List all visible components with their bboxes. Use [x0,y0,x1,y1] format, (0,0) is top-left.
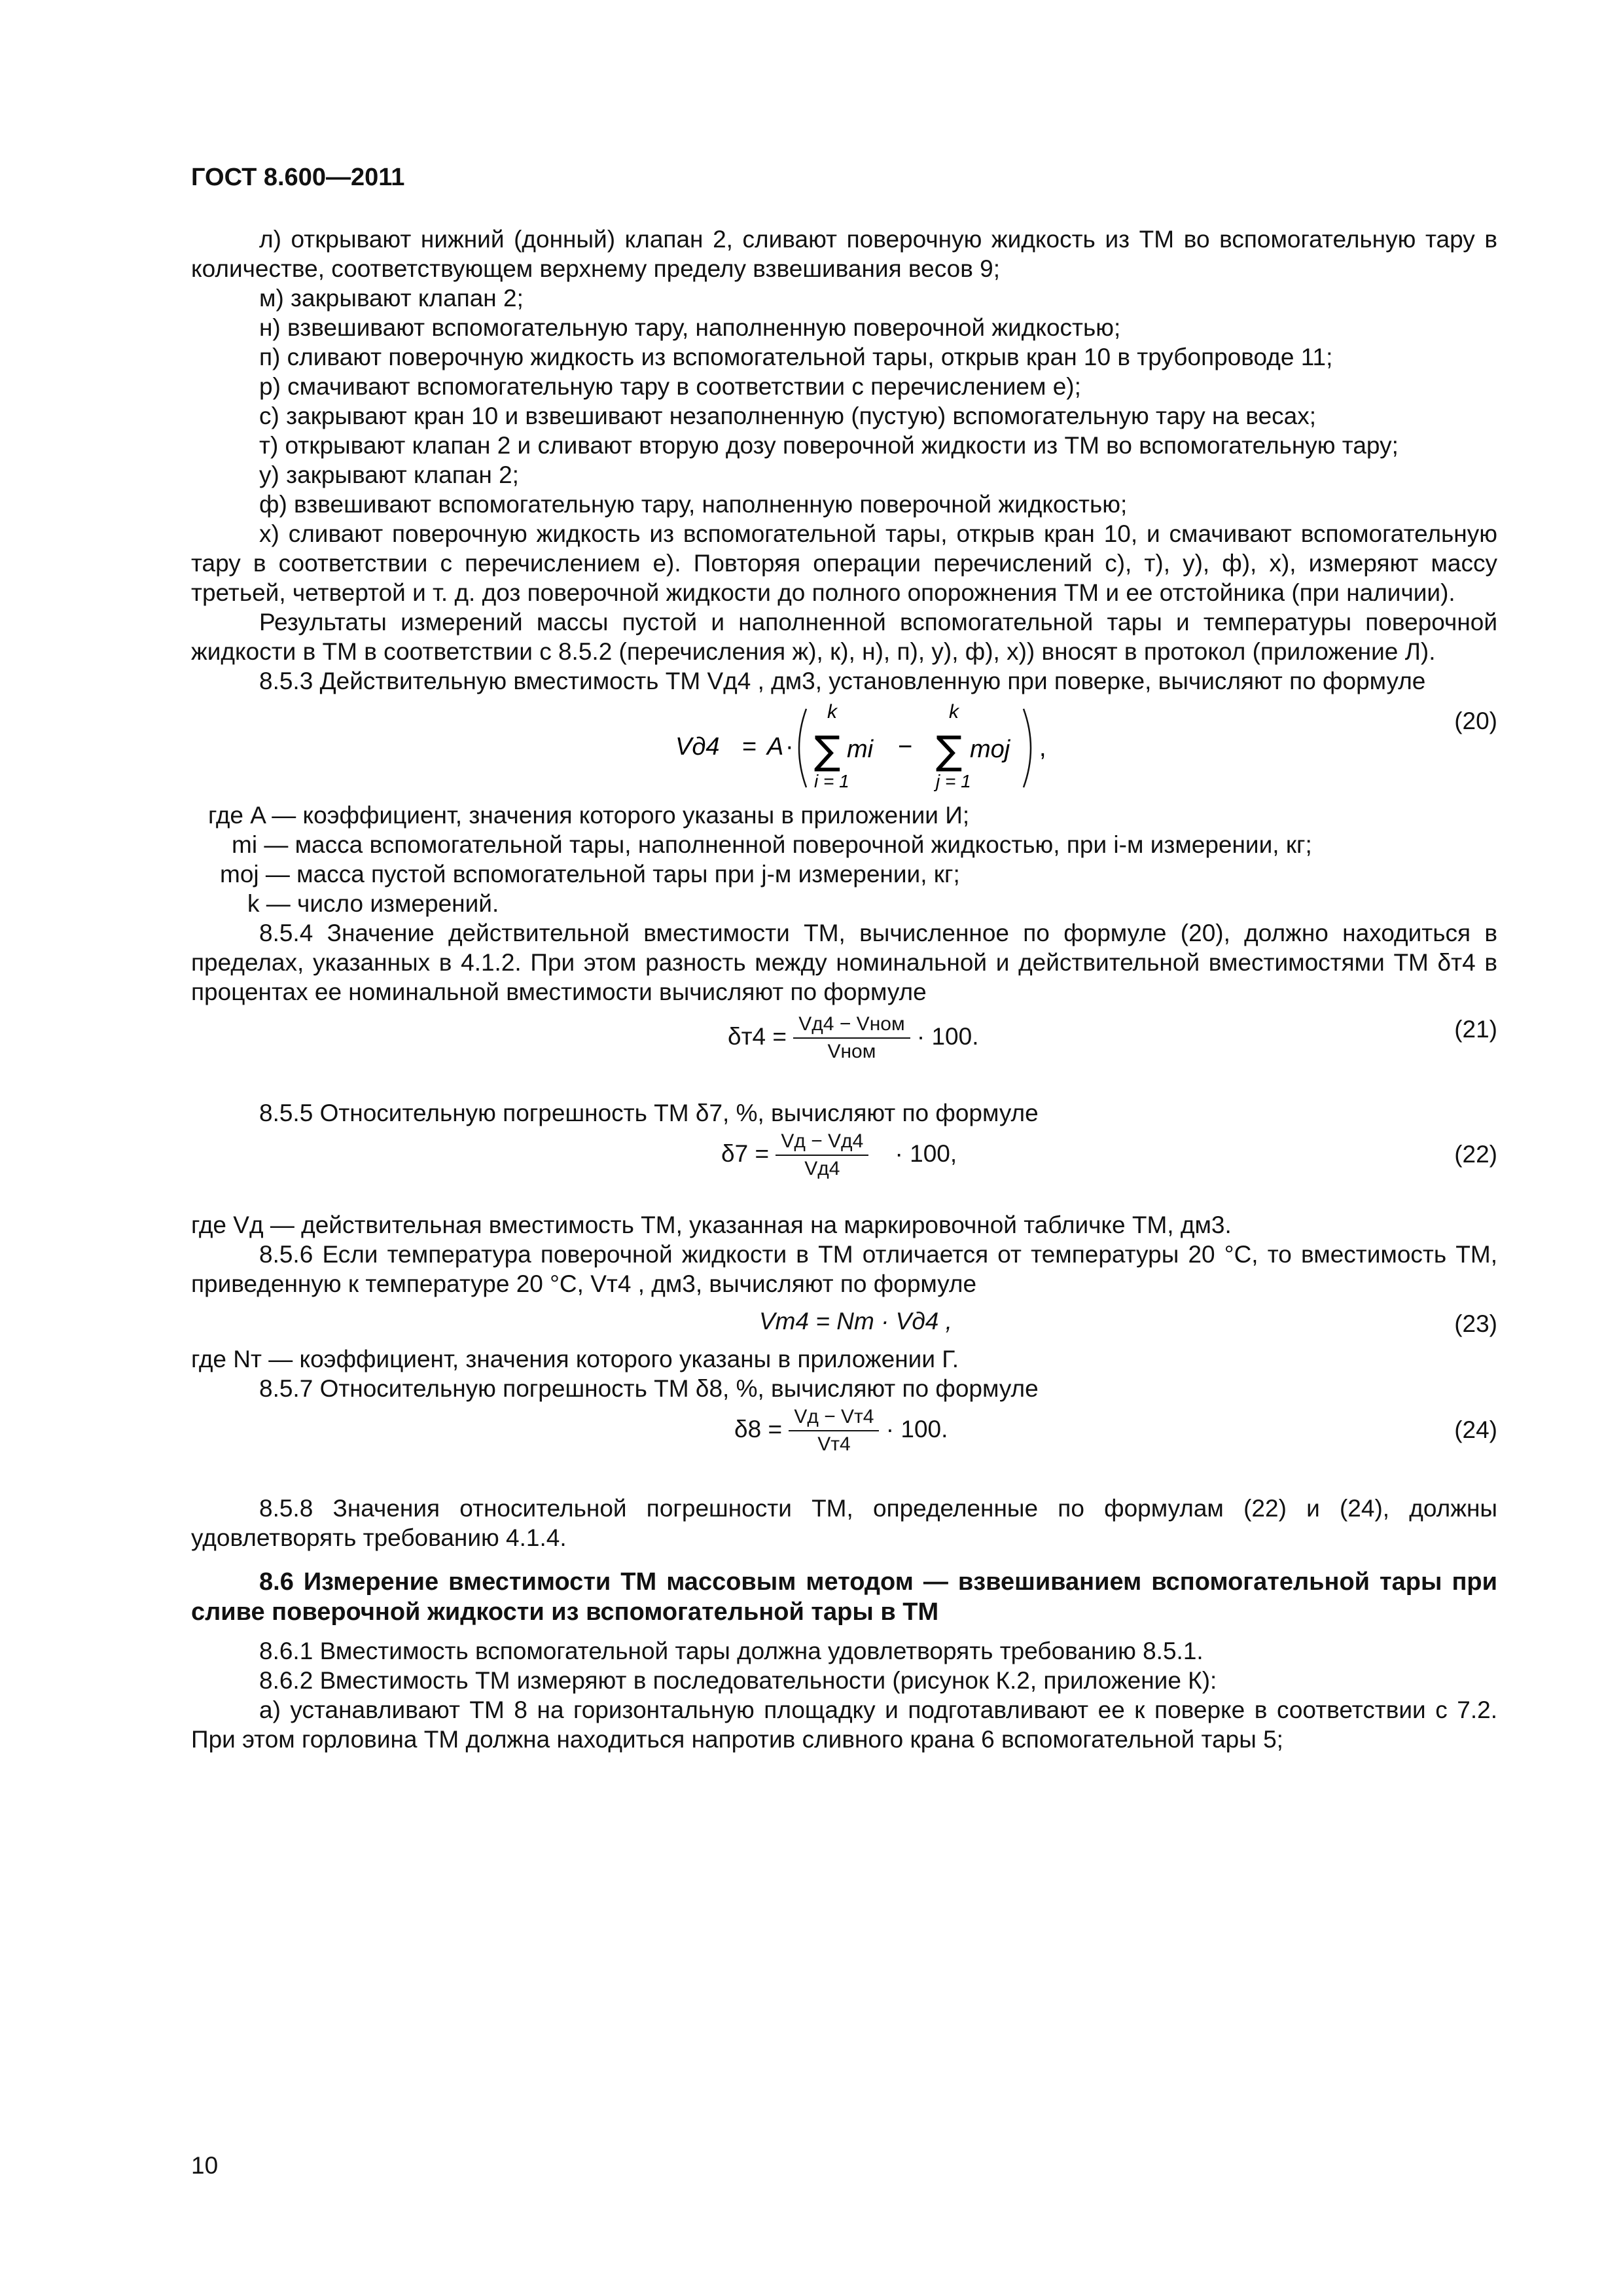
item-m: м) закрывают клапан 2; [259,285,524,312]
clause-8-5-6: 8.5.6 Если температура поверочной жидкости в ТМ отличается от температуры 20 °С, то вместимость ТМ, приведенную к температуре 20 °С, Vт4 , дм3, вычисляют по формуле [191,1241,1497,1297]
formula-text: Vт4 = Nт · Vд4 , [759,1308,952,1335]
clause-8-5-5: 8.5.5 Относительную погрешность ТМ δ7, %, вычисляют по формуле [259,1100,1039,1126]
results-paragraph: Результаты измерений массы пустой и наполненной вспомогательной тары и температуры поверочной жидкости в ТМ в соответствии с 8.5.2 (перечисления ж), к), н), п), у), ф), х)) вносят в протокол (приложение Л). [191,609,1497,665]
equation-23 [191,1305,1497,1344]
formula-fraction: $\frac{\text{Vд4 − Vном}}{\text{Vном}}$ [793,1013,910,1063]
document-header: ГОСТ 8.600—2011 [191,164,405,191]
clause-8-5-7: 8.5.7 Относительную погрешность ТМ δ8, %, вычисляют по формуле [259,1375,1039,1402]
equation-24 [191,1406,1497,1478]
svg-text:k: k [949,701,959,723]
equation-number: (22) [1454,1141,1497,1168]
equation-number: (23) [1454,1310,1497,1337]
formula-lhs: δ7 = [721,1139,770,1167]
svg-text:k: k [827,701,837,723]
where-moj: moj — масса пустой вспомогательной тары при j-м измерении, кг; [220,861,960,888]
svg-text:i = 1: i = 1 [814,771,849,791]
where-nt: где Nт — коэффициент, значения которого указаны в приложении Г. [191,1346,959,1372]
formula-lhs: δт4 = [728,1022,787,1050]
svg-text:−: − [898,733,913,761]
item-a: а) устанавливают ТМ 8 на горизонтальную площадку и подготавливают ее к поверке в соответствии с 7.2. При этом горловина ТМ должна находиться напротив сливного крана 6 вспомогательной тары 5; [191,1696,1497,1753]
clause-8-5-3: 8.5.3 Действительную вместимость ТМ Vд4 , дм3, установленную при поверке, вычисляют по формуле [259,668,1426,694]
item-h: х) сливают поверочную жидкость из вспомогательной тары, открыв кран 10, и смачивают вспомогательную тару в соответствии с перечислением е). Повторяя операции перечислений с), т), у), ф), х), измеряют массу третьей, четвертой и т. д. доз поверочной жидкости до полного опорожнения ТМ и ее отстойника (при наличии). [191,520,1497,606]
section-heading-8-6: 8.6 Измерение вместимости ТМ массовым методом — взвешиванием вспомогательной тары при сливе поверочной жидкости из вспомогательной тары в ТМ [191,1568,1497,1626]
where-a: где A — коэффициент, значения которого указаны в приложении И; [208,802,970,829]
document-page [191,164,1497,1754]
item-r: р) смачивают вспомогательную тару в соответствии с перечислением е); [259,373,1081,400]
svg-text:mi: mi [847,736,874,763]
formula-lhs: Vд4 [675,733,720,761]
where-mi: mi — масса вспомогательной тары, наполненной поверочной жидкостью, при i-м измерении, кг; [232,831,1312,858]
equation-20 [191,696,1497,800]
item-l: л) открывают нижний (донный) клапан 2, сливают поверочную жидкость из ТМ во вспомогательную тару в количестве, соответствующем верхнему пределу взвешивания весов 9; [191,226,1497,282]
equation-number: (24) [1454,1416,1497,1443]
where-vd: где Vд — действительная вместимость ТМ, указанная на маркировочной табличке ТМ, дм3. [191,1211,1232,1238]
equation-number: (20) [1454,708,1497,734]
page-number: 10 [191,2152,219,2179]
formula-coef: A [767,733,784,761]
svg-text:∑: ∑ [814,728,841,774]
where-k: k — число измерений. [247,890,499,917]
svg-text:j = 1: j = 1 [936,771,971,791]
item-s: с) закрывают кран 10 и взвешивают незаполненную (пустую) вспомогательную тару на весах; [259,403,1317,429]
formula-fraction: $\frac{Vд - Vд4}{Vд4}$ [776,1130,868,1180]
formula-svg [675,696,1133,800]
svg-text:∑: ∑ [936,728,963,774]
formula-lhs: δ8 = [734,1415,783,1443]
item-p: п) сливают поверочную жидкость из вспомогательной тары, открыв кран 10 в трубопроводе 11; [259,344,1333,370]
item-u: у) закрывают клапан 2; [259,461,519,488]
svg-text:=: = [742,733,757,761]
svg-text:moj: moj [970,736,1010,763]
clause-8-6-1: 8.6.1 Вместимость вспомогательной тары должна удовлетворять требованию 8.5.1. [259,1638,1204,1664]
equation-21 [191,1013,1497,1079]
formula-tail: · 100. [916,1022,979,1050]
item-f: ф) взвешивают вспомогательную тару, наполненную поверочной жидкостью; [259,491,1128,518]
clause-8-6-2: 8.6.2 Вместимость ТМ измеряют в последовательности (рисунок К.2, приложение К): [259,1667,1217,1694]
equation-number: (21) [1454,1016,1497,1043]
item-n: н) взвешивают вспомогательную тару, наполненную поверочной жидкостью; [259,314,1121,341]
formula-fraction: $\frac{Vд - Vт4}{Vт4}$ [789,1406,879,1456]
formula-tail: · 100. [885,1415,948,1443]
equation-22 [191,1130,1497,1202]
formula-tail: · 100, [895,1139,957,1167]
svg-text:,: , [1039,734,1046,762]
clause-8-5-4: 8.5.4 Значение действительной вместимости ТМ, вычисленное по формуле (20), должно находиться в пределах, указанных в 4.1.2. При этом разность между номинальной и действительной вместимостями ТМ δт4 в процентах ее номинальной вместимости вычисляют по формуле [191,920,1497,1005]
clause-8-5-8: 8.5.8 Значения относительной погрешности ТМ, определенные по формулам (22) и (24), должны удовлетворять требованию 4.1.4. [191,1495,1497,1551]
item-t: т) открывают клапан 2 и сливают вторую дозу поверочной жидкости из ТМ во вспомогательную тару; [259,432,1399,459]
svg-text:·: · [785,733,794,761]
